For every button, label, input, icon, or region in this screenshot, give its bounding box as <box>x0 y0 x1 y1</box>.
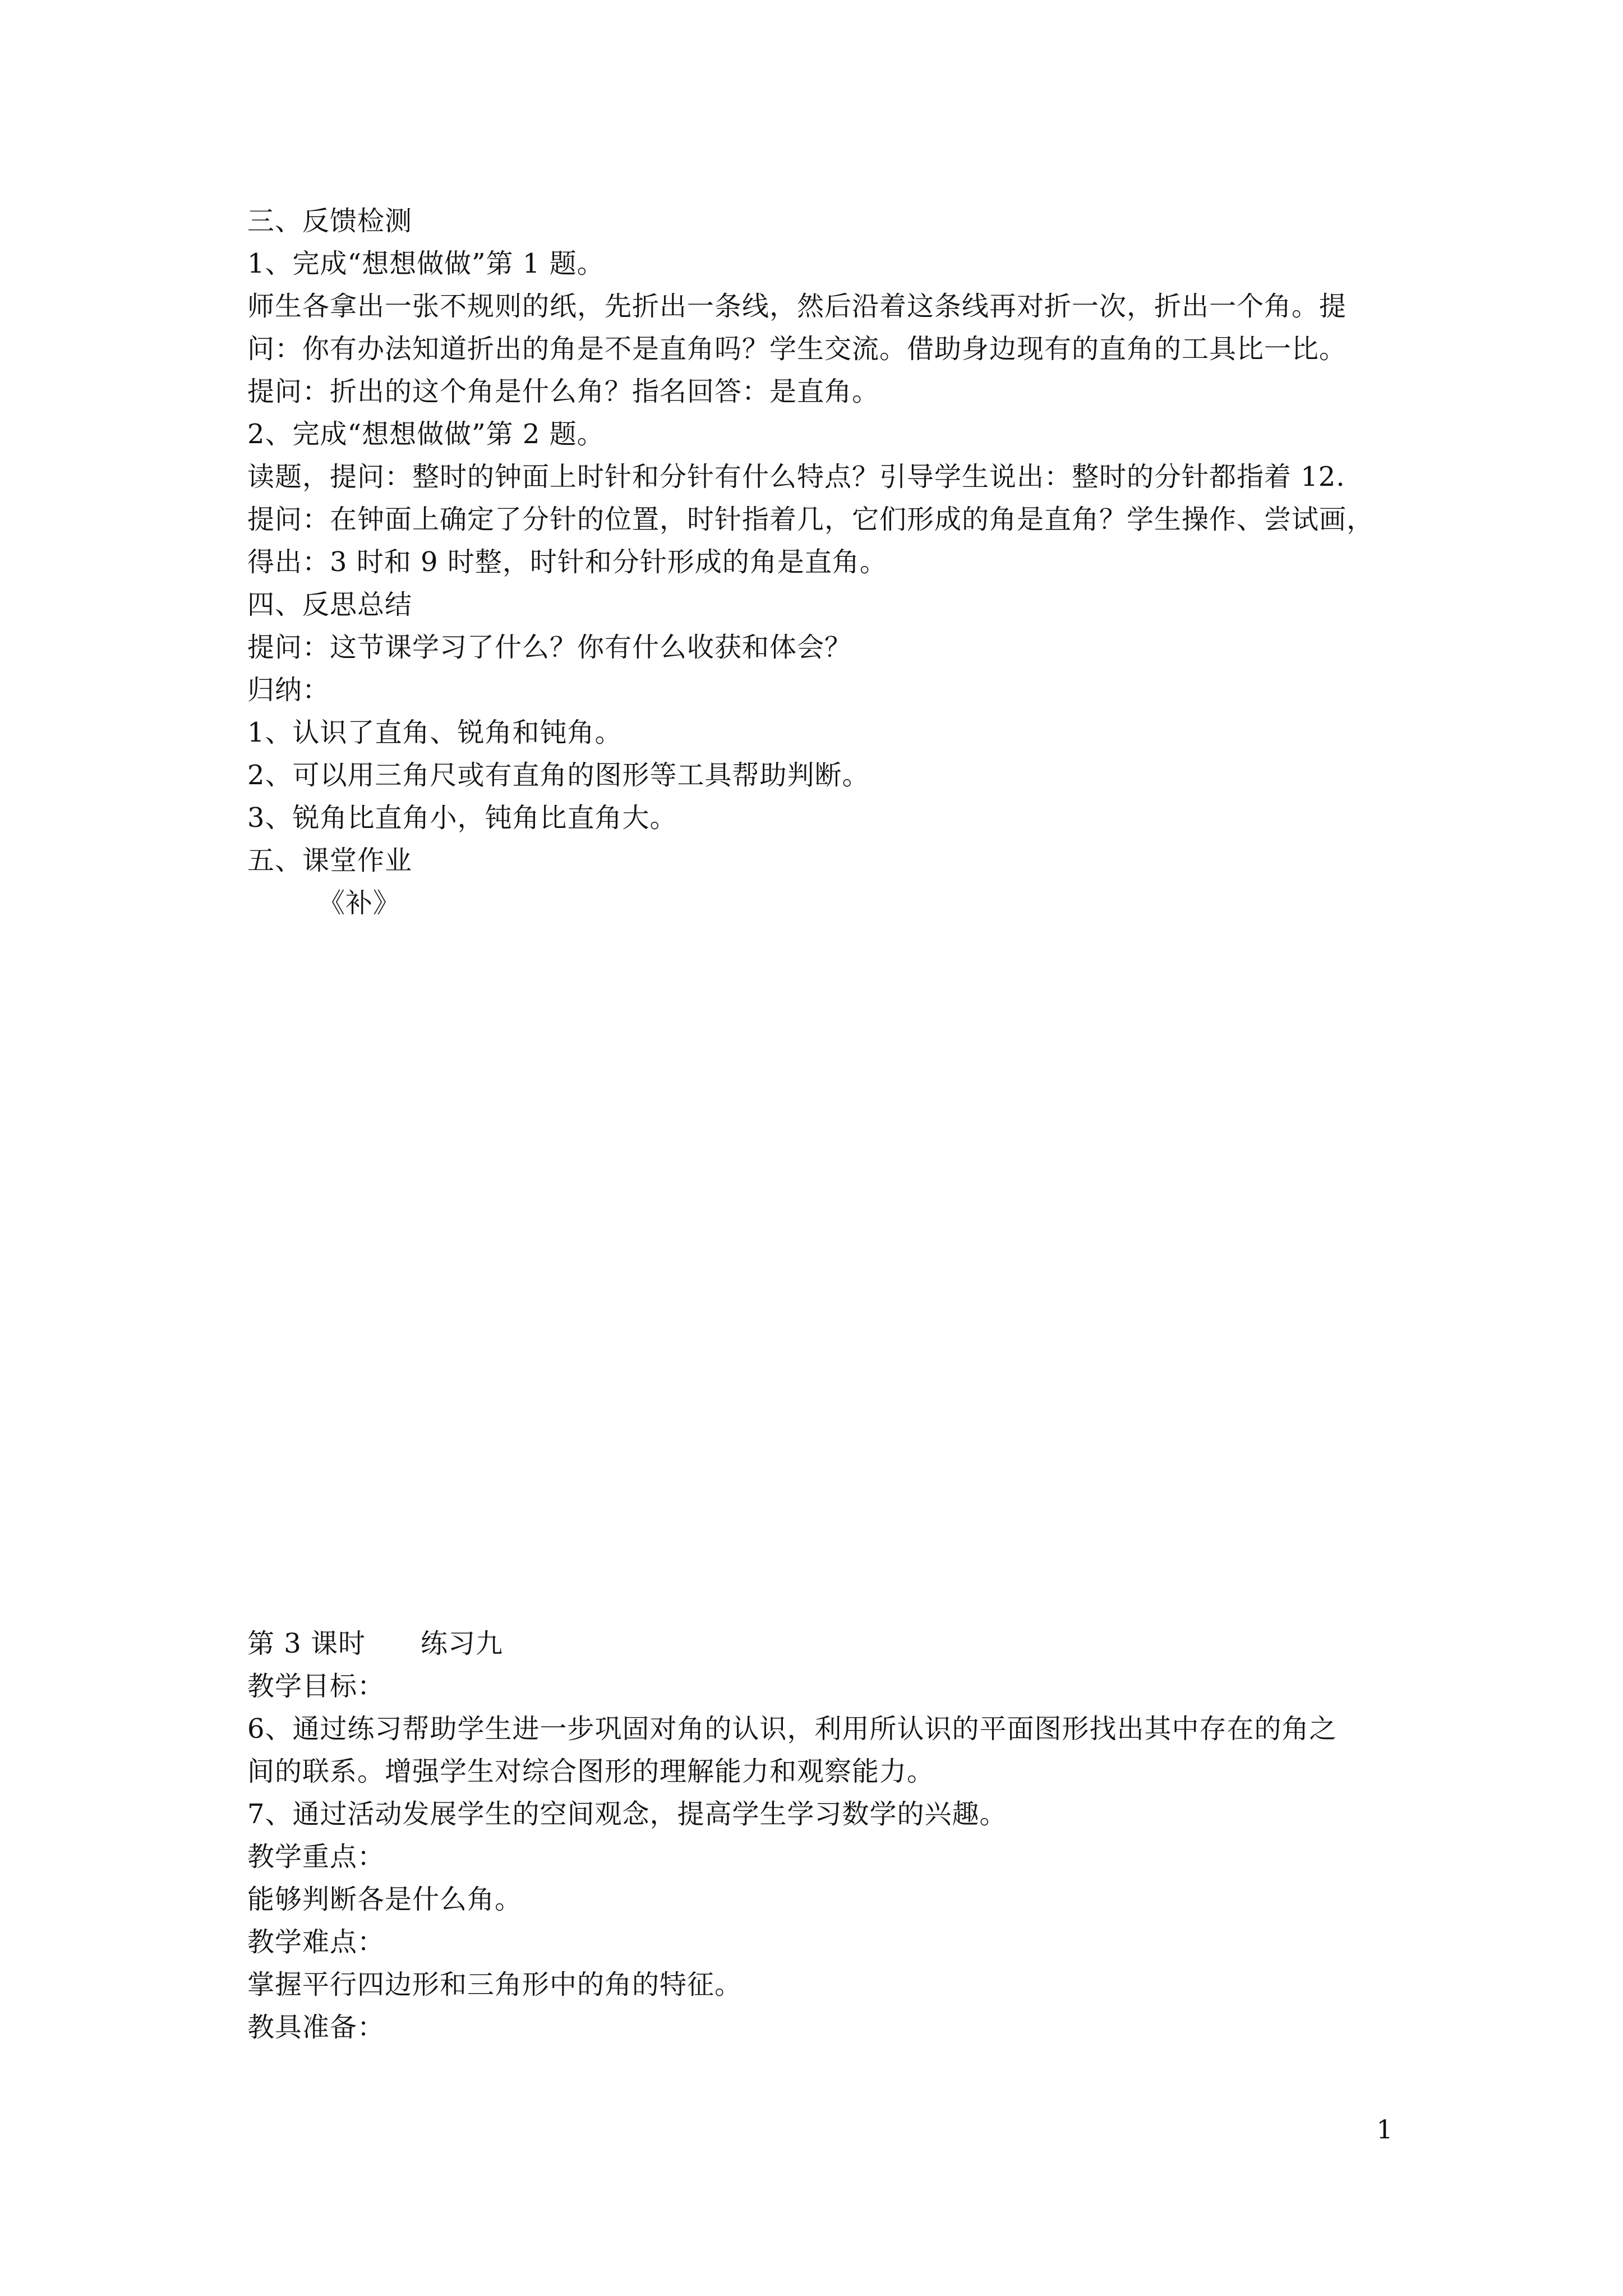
teaching-goal-7: 7、通过活动发展学生的空间观念，提高学生学习数学的兴趣。 <box>247 1798 1007 1830</box>
summary-item-3: 3、锐角比直角小，钝角比直角大。 <box>247 802 677 834</box>
task-2-title: 2、完成“想想做做”第 2 题。 <box>247 418 605 450</box>
teaching-difficulty-text: 掌握平行四边形和三角形中的角的特征。 <box>247 1969 743 2000</box>
task-1-body-line-3: 提问：折出的这个角是什么角？指名回答：是直角。 <box>247 376 880 407</box>
teaching-materials-label: 教具准备： <box>247 2012 385 2043</box>
teaching-focus-text: 能够判断各是什么角。 <box>247 1884 523 1915</box>
section-heading-reflection: 四、反思总结 <box>247 589 413 620</box>
lesson-title: 第 3 课时 练习九 <box>247 1628 504 1659</box>
lesson-content-upper <box>247 200 1391 924</box>
task-1-title: 1、完成“想想做做”第 1 题。 <box>247 248 605 279</box>
summary-item-2: 2、可以用三角尺或有直角的图形等工具帮助判断。 <box>247 760 870 791</box>
teaching-difficulty-label: 教学难点： <box>247 1926 385 1958</box>
teaching-goal-6-line-1: 6、通过练习帮助学生进一步巩固对角的认识，利用所认识的平面图形找出其中存在的角之 <box>247 1713 1337 1745</box>
summary-label: 归纳： <box>247 674 330 706</box>
task-2-body-line-2: 提问：在钟面上确定了分针的位置，时针指着几，它们形成的角是直角？学生操作、尝试画， <box>247 504 1375 535</box>
lesson-content-lower <box>247 1622 1391 2049</box>
section-heading-feedback: 三、反馈检测 <box>247 205 413 237</box>
task-1-body-line-1: 师生各拿出一张不规则的纸，先折出一条线，然后沿着这条线再对折一次，折出一个角。提 <box>247 291 1347 322</box>
task-2-body-line-1: 读题，提问：整时的钟面上时针和分针有什么特点？引导学生说出：整时的分针都指着 12. <box>247 461 1345 493</box>
page-number: 1 <box>1376 2114 1393 2145</box>
teaching-goals-label: 教学目标： <box>247 1671 385 1702</box>
teaching-focus-label: 教学重点： <box>247 1841 385 1872</box>
reflection-question: 提问：这节课学习了什么？你有什么收获和体会？ <box>247 632 852 663</box>
homework-reference: 《补》 <box>318 887 401 919</box>
task-1-body-line-2: 问：你有办法知道折出的角是不是直角吗？学生交流。借助身边现有的直角的工具比一比。 <box>247 333 1347 365</box>
teaching-goal-6-line-2: 间的联系。增强学生对综合图形的理解能力和观察能力。 <box>247 1756 935 1787</box>
summary-item-1: 1、认识了直角、锐角和钝角。 <box>247 717 623 748</box>
section-heading-homework: 五、课堂作业 <box>247 845 413 876</box>
task-2-body-line-3: 得出：3 时和 9 时整，时针和分针形成的角是直角。 <box>247 546 887 578</box>
